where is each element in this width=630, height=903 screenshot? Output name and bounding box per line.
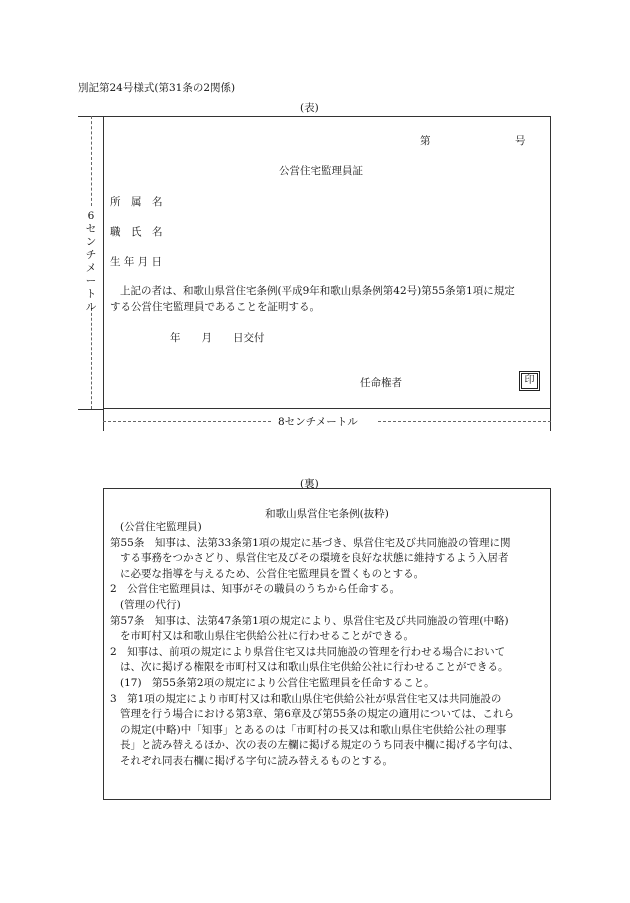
law-text-line: 2 知事は、前項の規定により県営住宅又は共同施設の管理を行わせる場合において (110, 645, 506, 658)
field-name-label: 職 氏 名 (110, 226, 163, 238)
id-card-front (103, 116, 551, 409)
width-dimension-label: 8センチメートル (278, 416, 358, 428)
law-text-line: 長」と読み替えるほか、次の表の左欄に掲げる規定のうち同表中欄に掲げる字句は、 (120, 739, 519, 752)
law-text-line: に必要な指導を与えるため、公営住宅監理員を置くものとする。 (120, 567, 425, 580)
back-side-heading: (裏) (300, 478, 319, 490)
law-text-line: 2 公営住宅監理員は、知事がその職員のうちから任命する。 (110, 583, 401, 596)
law-text-line: を市町村又は和歌山県住宅供給公社に行わせることができる。 (120, 630, 414, 643)
law-text-line: の規定(中略)中「知事」とあるのは「市町村の長又は和歌山県住宅供給公社の理事 (120, 723, 507, 736)
seal-stamp: 印 (521, 373, 538, 389)
height-dimension-line-upper (91, 116, 92, 206)
appointer-label: 任命権者 (360, 377, 402, 389)
law-excerpt-body (110, 520, 550, 770)
law-text-line: は、次に掲げる権限を市町村又は和歌山県住宅供給公社に行わせることができる。 (120, 661, 509, 674)
dimension-tick-left (103, 409, 104, 431)
law-text-line: (公営住宅監理員) (120, 521, 202, 533)
dimension-tick-right (550, 409, 551, 431)
id-card-back (103, 488, 551, 800)
law-text-line: それぞれ同表右欄に掲げる字句に読み替えるものとする。 (120, 754, 393, 767)
law-text-line: 第57条 知事は、法第47条第1項の規定により、県営住宅及び共同施設の管理(中略) (110, 614, 509, 627)
certification-line-1: 上記の者は、和歌山県営住宅条例(平成9年和歌山県条例第42号)第55条第1項に規定 (120, 285, 515, 297)
height-dimension-line-lower (91, 308, 92, 409)
number-suffix: 号 (515, 135, 526, 147)
certification-line-2: する公営住宅監理員であることを証明する。 (110, 301, 320, 313)
width-dimension-line-right (378, 421, 551, 422)
law-text-line: する事務をつかさどり、県営住宅及びその環境を良好な状態に維持するよう入居者 (120, 552, 509, 565)
law-text-line: 3 第1項の規定により市町村又は和歌山県住宅供給公社が県営住宅又は共同施設の (110, 692, 502, 705)
form-label: 別記第24号様式(第31条の2関係) (78, 82, 236, 94)
law-text-line: (17) 第55条第2項の規定により公営住宅監理員を任命すること。 (120, 676, 435, 689)
width-dimension-line-left (103, 421, 271, 422)
dimension-tick-bottom (78, 409, 103, 410)
card-title: 公営住宅監理員証 (279, 165, 363, 177)
issue-date: 年 月 日交付 (170, 332, 265, 344)
height-dimension-label: 6 セ ン チ メ ー ト ル (85, 210, 97, 313)
front-side-heading: (表) (300, 102, 319, 114)
law-text-line: (管理の代行) (120, 598, 181, 611)
number-prefix: 第 (420, 135, 431, 147)
law-excerpt-title: 和歌山県営住宅条例(抜粋) (265, 508, 389, 520)
field-birthdate-label: 生 年 月 日 (110, 256, 163, 268)
law-text-line: 管理を行う場合における第3章、第6章及び第55条の規定の適用については、これら (120, 708, 515, 721)
field-affiliation-label: 所 属 名 (110, 196, 163, 208)
law-text-line: 第55条 知事は、法第33条第1項の規定に基づき、県営住宅及び共同施設の管理に関 (110, 536, 511, 549)
